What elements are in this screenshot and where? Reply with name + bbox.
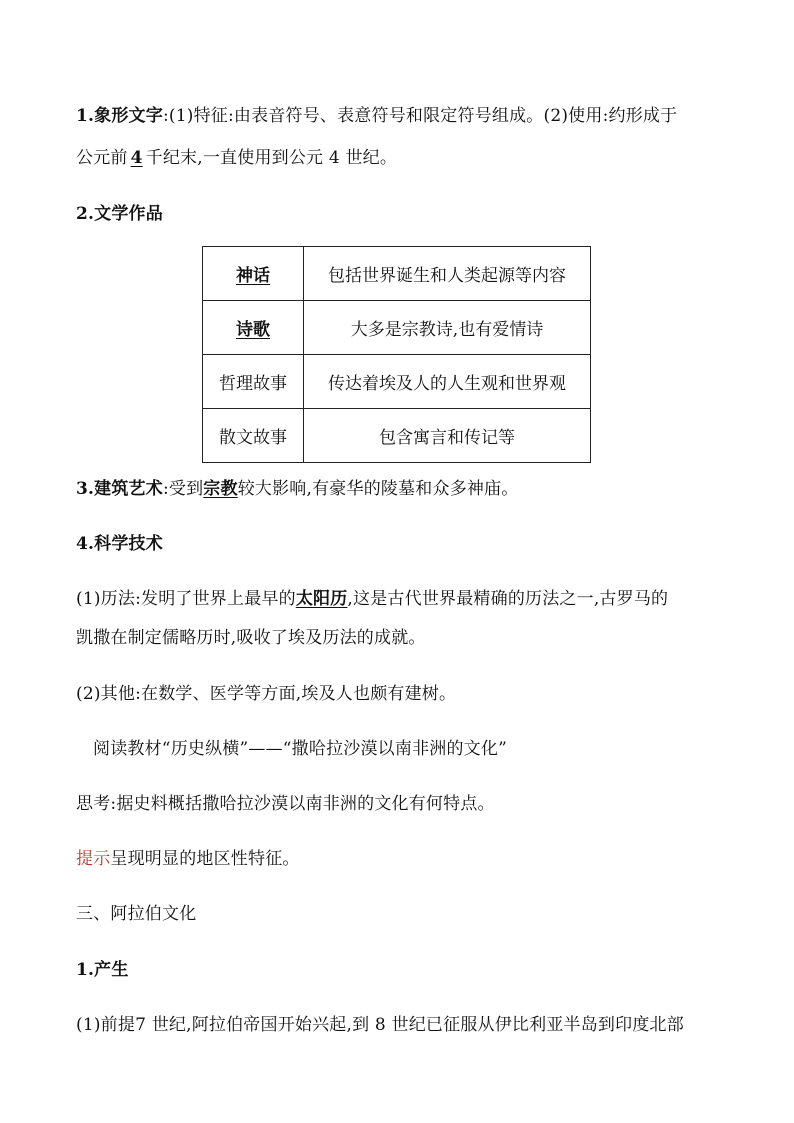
table-row: [203, 409, 591, 463]
hint-text: 呈现明显的地区性特征。: [110, 849, 300, 869]
sec1-title: 象形文字: [94, 106, 163, 126]
sec3-pre: :受到: [162, 479, 204, 499]
table-row: [203, 355, 591, 409]
sec1-fill-answer: 4: [130, 148, 143, 168]
table-value: 传达着埃及人的人生观和世界观: [304, 355, 591, 409]
table-key: 哲理故事: [203, 355, 304, 409]
sec4-fill-answer: 太阳历: [295, 589, 348, 609]
table-key: 诗歌: [203, 301, 304, 355]
part3-sub1: 1.产生: [76, 960, 129, 980]
sec4-p1-pre: (1)历法:发明了世界上最早的: [76, 589, 296, 609]
sec1-text: :(1)特征:由表音符号、表意符号和限定符号组成。(2)使用:约形成于: [162, 106, 678, 126]
table-value: 包含寓言和传记等: [304, 409, 591, 463]
table-value: 大多是宗教诗,也有爱情诗: [304, 301, 591, 355]
table-value: 包括世界诞生和人类起源等内容: [304, 247, 591, 301]
sec3-number: 3.: [76, 479, 95, 499]
sec1-line2-post: 千纪末,一直使用到公元 4 世纪。: [145, 148, 398, 168]
sec4-p1-post: ,这是古代世界最精确的历法之一,古罗马的: [347, 589, 669, 609]
sec4-p2: (2)其他:在数学、医学等方面,埃及人也颇有建树。: [76, 684, 457, 704]
sec3-post: 较大影响,有豪华的陵墓和众多神庙。: [237, 479, 519, 499]
sec1-line2-pre: 公元前: [76, 148, 128, 168]
table-key: 神话: [203, 247, 304, 301]
table-row: [203, 301, 591, 355]
reading-question: 思考:据史料概括撒哈拉沙漠以南非洲的文化有何特点。: [76, 794, 495, 814]
sec3-fill-answer: 宗教: [203, 479, 238, 499]
literature-table: [202, 246, 591, 463]
sec2-heading: 2.文学作品: [76, 204, 163, 224]
reading-hint: [76, 839, 721, 879]
sec1-number: 1.: [76, 106, 95, 126]
sec4-p1-line2: 凯撒在制定儒略历时,吸收了埃及历法的成就。: [76, 628, 426, 648]
sec3-line: [76, 469, 721, 509]
sec4-p1-line1: [76, 579, 721, 619]
table-row: [203, 247, 591, 301]
sec4-heading: 4.科学技术: [76, 534, 163, 554]
part3-title: 三、阿拉伯文化: [76, 904, 197, 924]
sec3-title: 建筑艺术: [94, 479, 163, 499]
hint-label: 提示: [76, 849, 111, 869]
part3-p1: (1)前提7 世纪,阿拉伯帝国开始兴起,到 8 世纪已征服从伊比利亚半岛到印度北部: [76, 1015, 684, 1035]
reading-intro: 阅读教材“历史纵横”——“撒哈拉沙漠以南非洲的文化”: [93, 739, 507, 759]
sec1-line2: [76, 138, 721, 178]
sec1-line1: [76, 96, 721, 136]
table-key: 散文故事: [203, 409, 304, 463]
